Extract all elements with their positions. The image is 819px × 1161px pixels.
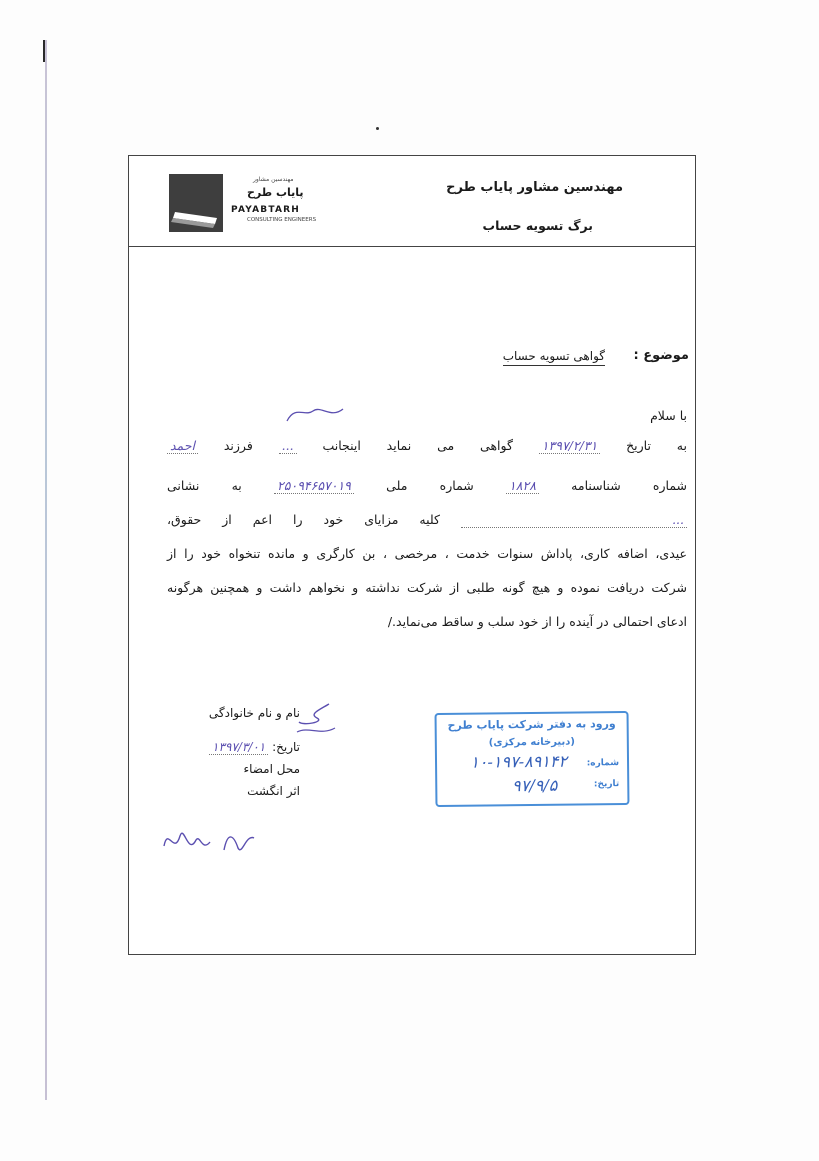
stamp-title: ورود به دفتر شرکت پایاب طرح	[447, 717, 616, 732]
logo-english-name: PAYABTARH	[231, 205, 301, 215]
line2-text-3: به نشانی	[167, 478, 242, 493]
sign-label: محل امضاء	[243, 762, 300, 776]
letter-line-6: ادعای احتمالی در آینده را از خود سلب و ساقط می‌نماید./	[387, 614, 687, 629]
company-logo	[169, 174, 349, 234]
filled-father-name: احمد	[167, 438, 198, 454]
signature-block	[140, 706, 300, 806]
stamp-subtitle: (دبیرخانه مرکزی)	[488, 736, 575, 749]
letter-line-4: عیدی، اضافه کاری، پاداش سنوات خدمت ، مرخصی ، بن کارگری و مانده تنخواه خود را از	[167, 546, 687, 561]
logo-persian-subtitle: مهندسین مشاور	[253, 176, 294, 183]
subject-label: موضوع :	[633, 348, 689, 363]
filled-national-id: ۲۵۰۹۴۶۵۷۰۱۹	[274, 478, 354, 494]
signature-date-label: تاریخ:	[272, 740, 300, 754]
form-name: برگ تسویه حساب	[482, 218, 593, 233]
stamp-number-label: شماره:	[586, 758, 620, 769]
company-name: مهندسین مشاور پایاب طرح	[446, 180, 623, 195]
fingerprint-label: اثر انگشت	[247, 784, 300, 798]
greeting: با سلام	[650, 408, 687, 423]
line1-text-1: به تاریخ	[626, 438, 687, 453]
subject-value: گواهی تسویه حساب	[503, 349, 605, 366]
logo-mark-graphic	[169, 174, 223, 232]
line1-text-3: فرزند	[223, 438, 253, 453]
line2-text-2: شماره ملی	[386, 478, 474, 493]
handwritten-signature	[154, 816, 264, 866]
logo-english-subtitle: CONSULTING ENGINEERS	[247, 217, 317, 223]
letter-line-3	[167, 512, 687, 528]
logo-persian-name: پایاب طرح	[247, 186, 304, 199]
signature-date-value: ۱۳۹۷/۳/۰۱	[209, 740, 268, 755]
letter-line-1	[167, 438, 687, 453]
stamp-date-label: تاریخ:	[593, 779, 620, 790]
filled-address: ...	[461, 512, 687, 528]
stamp-number-value: ۱۰-۱۹۷-۸۹۱۴۲	[470, 751, 568, 772]
name-label: نام و نام خانوادگی	[208, 706, 300, 720]
scan-edge-line	[45, 40, 47, 1100]
document-frame	[128, 155, 696, 955]
filled-employee-name: ...	[279, 438, 297, 454]
line2-text-1: شماره شناسنامه	[571, 478, 688, 493]
filled-id-number: ۱۸۲۸	[506, 478, 539, 494]
line3-text: کلیه مزایای خود را اعم از حقوق،	[167, 512, 440, 527]
document-header	[129, 156, 695, 247]
handwritten-header-scribble	[279, 391, 359, 441]
logo-mark	[169, 174, 223, 232]
letter-line-5: شرکت دریافت نموده و هیچ گونه طلبی از شرکت نداشته و نخواهم داشت و همچنین هرگونه	[167, 580, 687, 595]
filled-date: ۱۳۹۷/۲/۳۱	[539, 438, 600, 454]
line1-text-2: گواهی می نماید اینجانب	[322, 438, 513, 453]
registration-stamp	[435, 711, 630, 807]
stamp-date-value: ۹۷/۹/۵	[512, 775, 558, 796]
letter-line-2	[167, 478, 687, 493]
stray-dot	[376, 127, 379, 130]
signature-date-row	[140, 740, 300, 762]
